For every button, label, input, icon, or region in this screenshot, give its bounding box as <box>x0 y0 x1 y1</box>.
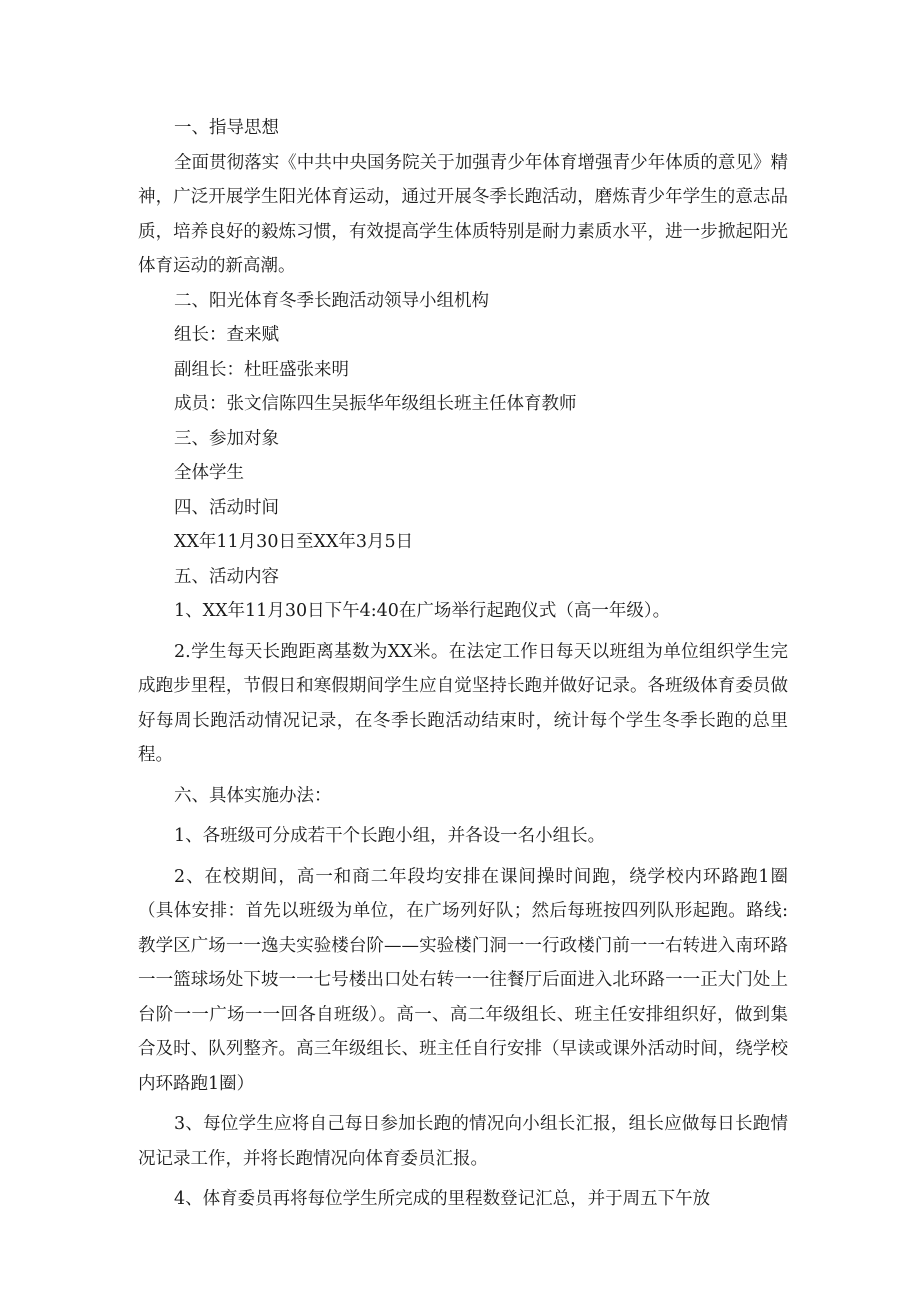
section-heading-guiding-ideology: 一、指导思想 <box>174 118 279 138</box>
section-heading-activity-time: 四、活动时间 <box>174 497 279 518</box>
paragraph-guiding-ideology: 全面贯彻落实《中共中央国务院关于加强青少年体育增强青少年体质的意见》精神，广泛开展学生阳光体育运动，通过开展冬季长跑活动，磨炼青少年学生的意志品质，培养良好的毅炼习惯，有效提高学生体质特别是耐力素质水平，进一步掀起阳光体育运动的新高潮。 <box>138 152 788 276</box>
participants-line: 全体学生 <box>174 463 244 483</box>
section-heading-leadership-group: 二、阳光体育冬季长跑活动领导小组机构 <box>174 290 489 311</box>
document-body <box>138 111 788 1217</box>
leader-line: 组长：查来赋 <box>174 325 279 345</box>
activity-time-line: XX年11月30日至XX年3月5日 <box>174 532 414 552</box>
paragraph-implementation-item-3: 3、每位学生应将自己每日参加长跑的情况向小组长汇报，组长应做每日长跑情况记录工作，并将长跑情况向体育委员汇报。 <box>138 1114 788 1169</box>
paragraph-implementation-item-4: 4、体育委员再将每位学生所完成的里程数登记汇总，并于周五下午放 <box>174 1189 711 1209</box>
section-heading-participants: 三、参加对象 <box>174 428 279 449</box>
members-line: 成员：张文信陈四生吴振华年级组长班主任体育教师 <box>174 394 577 414</box>
paragraph-implementation-item-2: 2、在校期间，高一和商二年段均安排在课间操时间跑，绕学校内环路跑1圈（具体安排：首先以班级为单位，在广场列好队；然后每班按四列队形起跑。路线:教学区广场一一逸夫实验楼台阶——实验楼门洞一一行政楼门前一一右转进入南环路一一篮球场处下坡一一七号楼出口处右转一一往餐厅后面进入北环路一一正大门处上台阶一一广场一一回各自班级）。高一、高二年级组长、班主任安排组织好，做到集合及时、队列整齐。高三年级组长、班主任自行安排（早读或课外活动时间，绕学校内环路跑1圈） <box>138 866 788 1094</box>
paragraph-content-item-2: 2.学生每天长跑距离基数为XX米。在法定工作日每天以班组为单位组织学生完成跑步里程，节假日和寒假期间学生应自觉坚持长跑并做好记录。各班级体育委员做好每周长跑活动情况记录，在冬季长跑活动结束时，统计每个学生冬季长跑的总里程。 <box>138 641 788 765</box>
paragraph-content-item-1: 1、XX年11月30日下午4:40在广场举行起跑仪式（高一年级）。 <box>174 601 671 621</box>
paragraph-implementation-item-1: 1、各班级可分成若干个长跑小组，并各设一名小组长。 <box>174 826 606 846</box>
section-heading-activity-content: 五、活动内容 <box>174 566 279 587</box>
deputy-leader-line: 副组长：杜旺盛张来明 <box>174 359 349 380</box>
section-heading-implementation: 六、具体实施办法： <box>174 785 332 806</box>
